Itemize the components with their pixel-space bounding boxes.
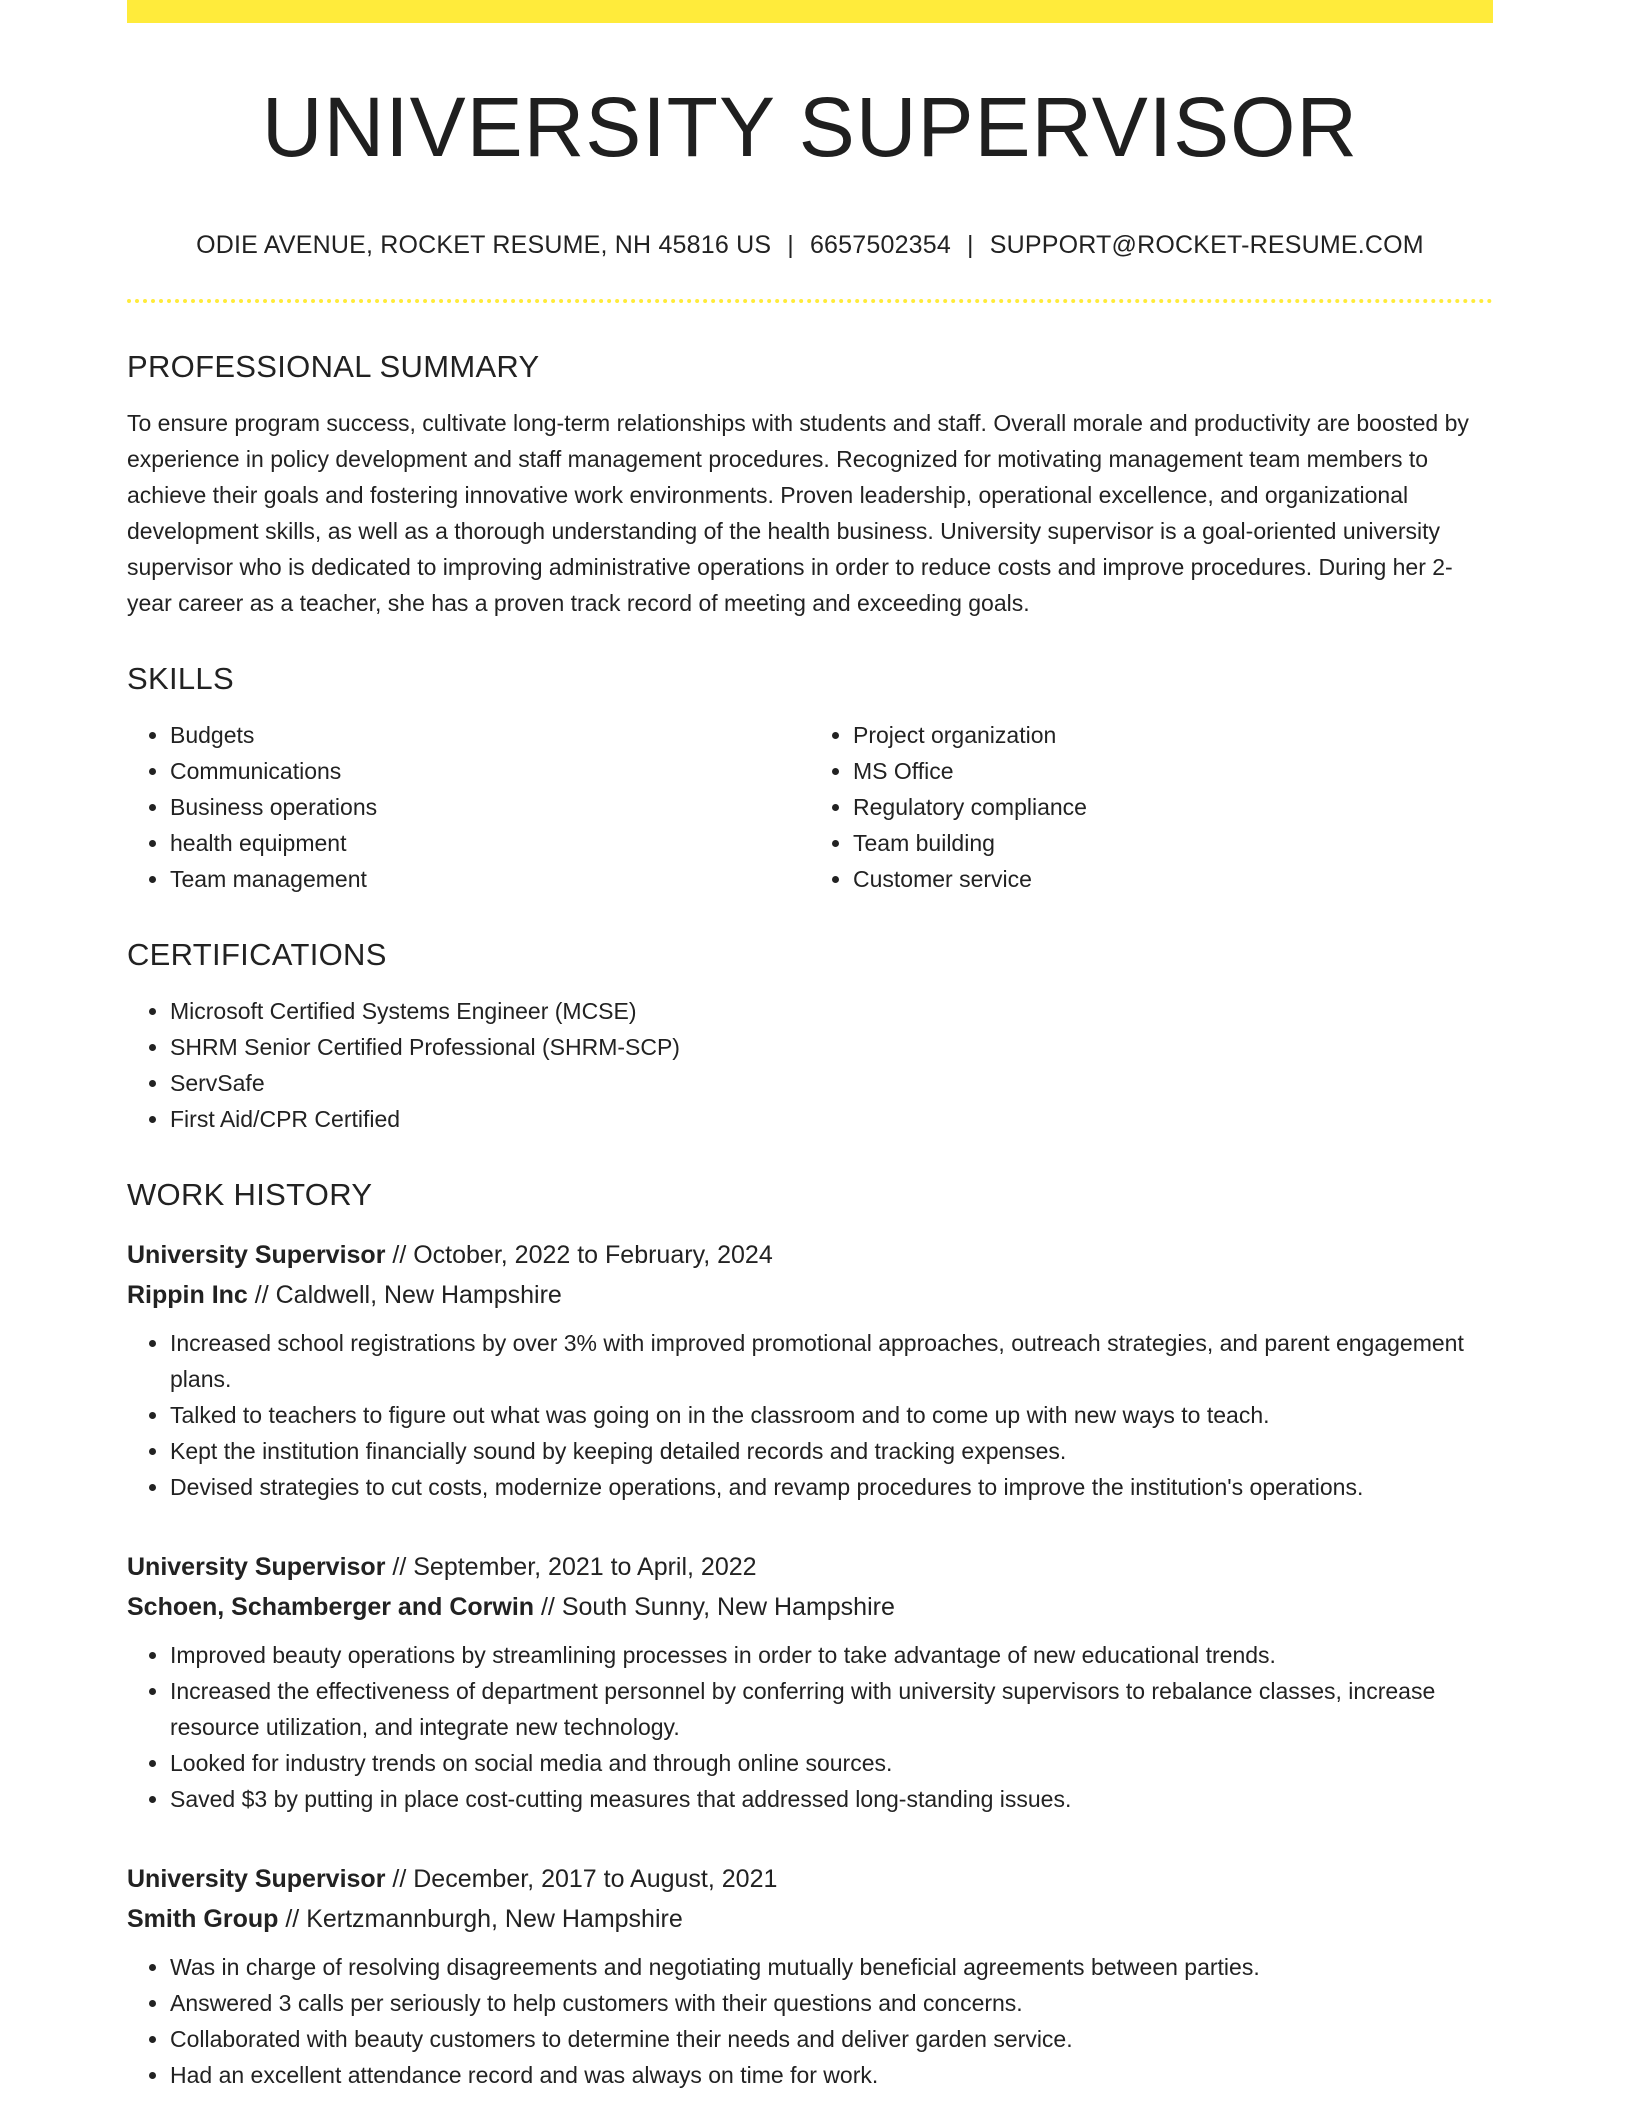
skills-section (127, 661, 1493, 897)
job-bullet: • Devised strategies to cut costs, modernize operations, and revamp procedures to improve the institution's operations. (170, 1469, 1493, 1505)
job-title-line: University Supervisor // September, 2021 to April, 2022 (127, 1553, 757, 1582)
contact-separator: | (967, 231, 974, 260)
contact-phone: 6657502354 (809, 231, 951, 260)
skill-item: • Customer service (853, 861, 1493, 897)
contact-line (127, 231, 1493, 260)
job-bullet: • Increased the effectiveness of department personnel by conferring with university supervisors to rebalance classes, increase resource utilization, and integrate new technology. (170, 1673, 1493, 1745)
skill-item: • Budgets (170, 717, 810, 753)
resume-page (127, 0, 1493, 2093)
certifications-section (127, 937, 1493, 1137)
job-location: Kertzmannburgh, New Hampshire (306, 1905, 683, 1934)
certification-item: • ServSafe (170, 1065, 1493, 1101)
contact-email: SUPPORT@ROCKET-RESUME.COM (989, 231, 1424, 260)
job-bullet: • Had an excellent attendance record and was always on time for work. (170, 2057, 1493, 2093)
job-entry (127, 1859, 1493, 2093)
certifications-heading: CERTIFICATIONS (127, 937, 387, 973)
job-company: Rippin Inc (127, 1281, 248, 1310)
job-bullet: • Improved beauty operations by streamlining processes in order to take advantage of new educational trends. (170, 1637, 1493, 1673)
dotted-divider (127, 299, 1493, 303)
certification-item: • Microsoft Certified Systems Engineer (MCSE) (170, 993, 1493, 1029)
job-bullets (127, 1325, 1493, 1505)
skill-item: • Regulatory compliance (853, 789, 1493, 825)
job-entry (127, 1235, 1493, 1505)
job-dates: December, 2017 to August, 2021 (413, 1865, 778, 1894)
job-title: University Supervisor (127, 1241, 386, 1270)
job-bullet: • Looked for industry trends on social media and through online sources. (170, 1745, 1493, 1781)
contact-separator: | (787, 231, 794, 260)
job-bullet: • Increased school registrations by over 3% with improved promotional approaches, outreach strategies, and parent engagement plans. (170, 1325, 1493, 1397)
skills-heading: SKILLS (127, 661, 234, 697)
job-title-line: University Supervisor // December, 2017 to August, 2021 (127, 1865, 778, 1894)
job-dates: September, 2021 to April, 2022 (413, 1553, 757, 1582)
skill-item: • Project organization (853, 717, 1493, 753)
job-entry (127, 1547, 1493, 1817)
skill-item: • Business operations (170, 789, 810, 825)
job-location: South Sunny, New Hampshire (561, 1593, 895, 1622)
job-bullets (127, 1949, 1493, 2093)
certification-item: • First Aid/CPR Certified (170, 1101, 1493, 1137)
job-title: University Supervisor (127, 1865, 386, 1894)
job-company-line: Smith Group // Kertzmannburgh, New Hampshire (127, 1905, 683, 1934)
skills-list-left (127, 717, 810, 897)
resume-name: UNIVERSITY SUPERVISOR (261, 80, 1359, 174)
job-dates: October, 2022 to February, 2024 (413, 1241, 773, 1270)
job-company: Schoen, Schamberger and Corwin (127, 1593, 535, 1622)
work-history-section (127, 1177, 1493, 2093)
job-bullets (127, 1637, 1493, 1817)
summary-section (127, 349, 1493, 621)
skill-item: • Team building (853, 825, 1493, 861)
job-company-line: Rippin Inc // Caldwell, New Hampshire (127, 1281, 562, 1310)
contact-address: ODIE AVENUE, ROCKET RESUME, NH 45816 US (196, 231, 772, 260)
job-title: University Supervisor (127, 1553, 386, 1582)
certification-item: • SHRM Senior Certified Professional (SHRM-SCP) (170, 1029, 1493, 1065)
skill-item: • health equipment (170, 825, 810, 861)
top-accent-bar (127, 0, 1493, 23)
job-company-line: Schoen, Schamberger and Corwin // South Sunny, New Hampshire (127, 1593, 895, 1622)
work-history-heading: WORK HISTORY (127, 1177, 373, 1213)
skill-item: • MS Office (853, 753, 1493, 789)
certifications-list (127, 993, 1493, 1137)
skills-list-right (810, 717, 1493, 897)
skill-item: • Team management (170, 861, 810, 897)
job-title-line: University Supervisor // October, 2022 to February, 2024 (127, 1241, 773, 1270)
job-bullet: • Answered 3 calls per seriously to help customers with their questions and concerns. (170, 1985, 1493, 2021)
job-company: Smith Group (127, 1905, 279, 1934)
skills-columns (127, 717, 1493, 897)
job-bullet: • Collaborated with beauty customers to determine their needs and deliver garden service. (170, 2021, 1493, 2057)
skill-item: • Communications (170, 753, 810, 789)
job-bullet: • Kept the institution financially sound by keeping detailed records and tracking expenses. (170, 1433, 1493, 1469)
job-bullet: • Saved $3 by putting in place cost-cutting measures that addressed long-standing issues. (170, 1781, 1493, 1817)
job-bullet: • Talked to teachers to figure out what was going on in the classroom and to come up with new ways to teach. (170, 1397, 1493, 1433)
job-bullet: • Was in charge of resolving disagreements and negotiating mutually beneficial agreements between parties. (170, 1949, 1493, 1985)
summary-text: To ensure program success, cultivate long-term relationships with students and staff. Overall morale and productivity are boosted by experience in policy development and staff management procedures. Recognized for motivating management team members to achieve their goals and fostering innovative work environments. Proven leadership, operational excellence, and organizational development skills, as well as a thorough understanding of the health business. University supervisor is a goal-oriented university supervisor who is dedicated to improving administrative operations in order to reduce costs and improve procedures. During her 2-year career as a teacher, she has a proven track record of meeting and exceeding goals. (127, 410, 1469, 617)
job-location: Caldwell, New Hampshire (275, 1281, 562, 1310)
summary-heading: PROFESSIONAL SUMMARY (127, 349, 540, 385)
